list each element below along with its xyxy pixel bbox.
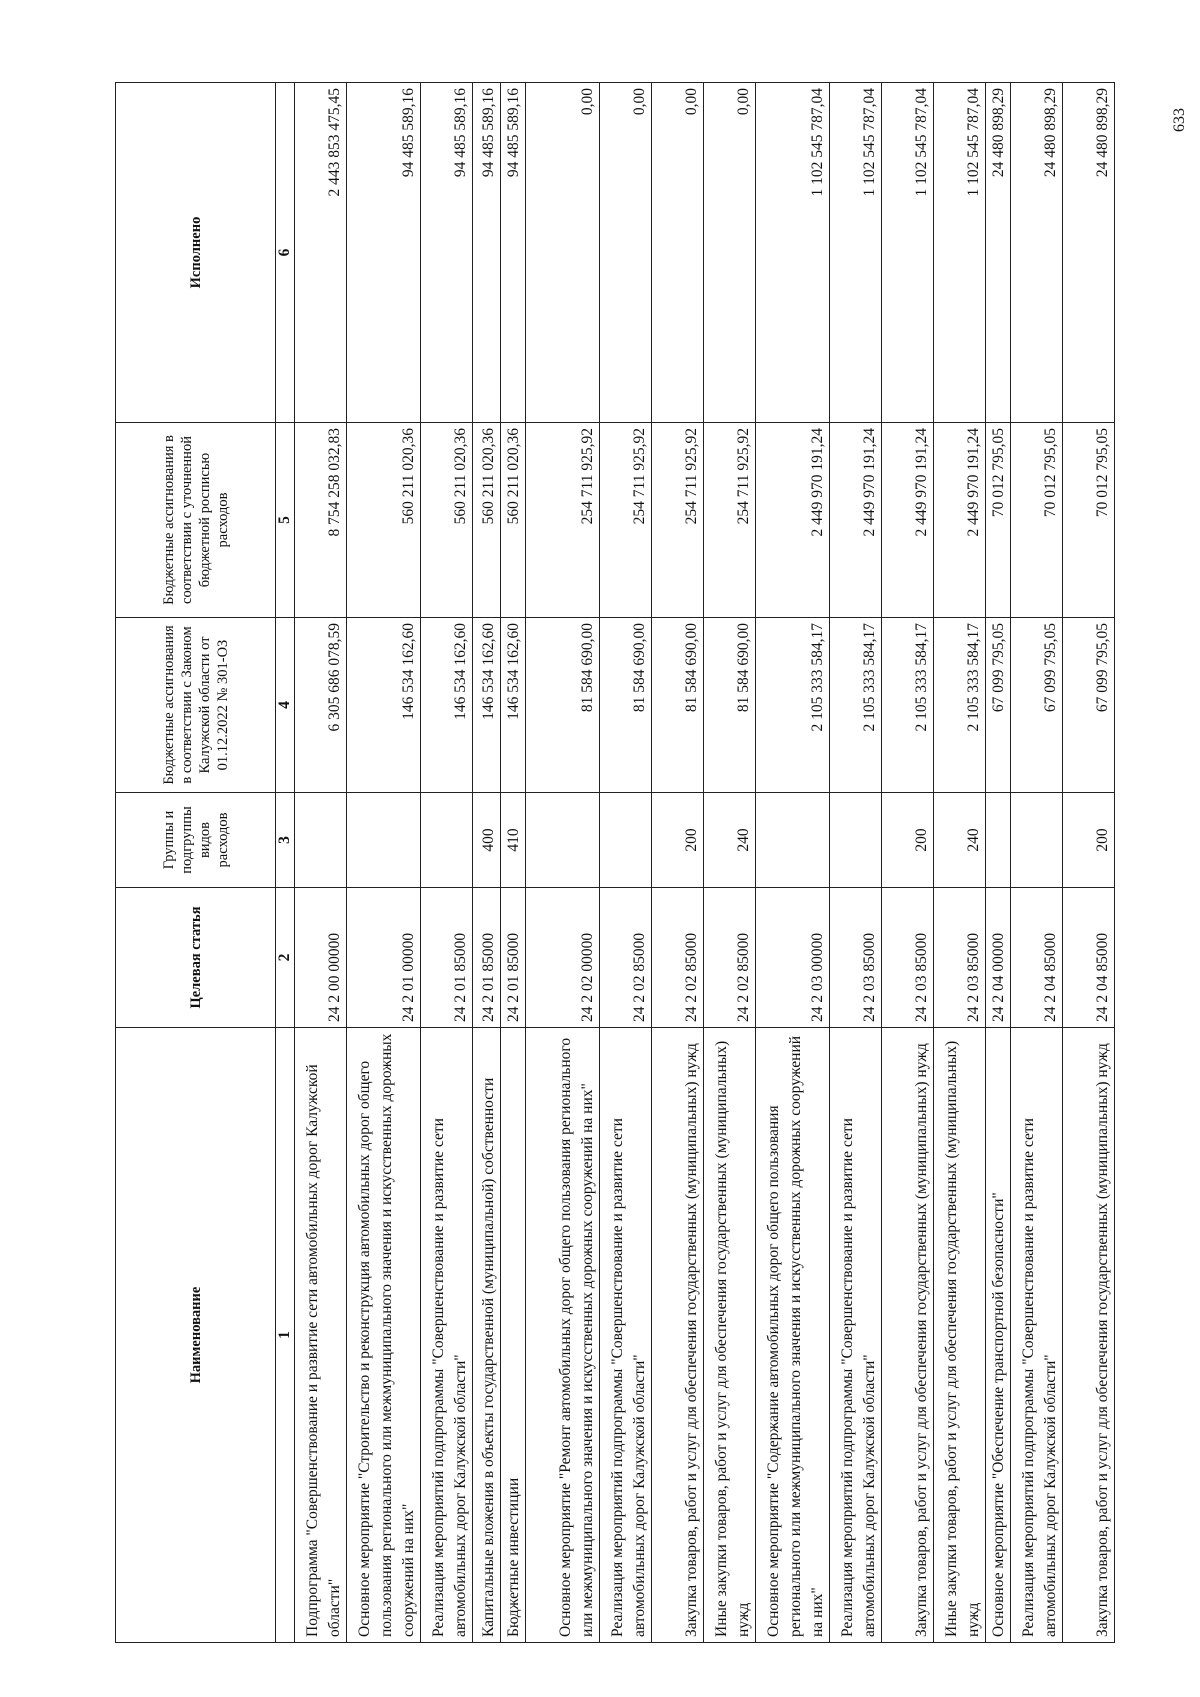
row-name: Бюджетные инвестиции	[501, 1028, 526, 1643]
row-executed-amount: 0,00	[651, 83, 703, 423]
row-name: Закупка товаров, работ и услуг для обеспечения государственных (муниципальных) нужд	[881, 1028, 933, 1643]
row-expense-group: 200	[1062, 793, 1114, 888]
row-refined-amount: 254 711 925,92	[651, 423, 703, 618]
row-law-amount: 6 305 686 078,59	[295, 618, 347, 793]
row-name: Капитальные вложения в объекты государственной (муниципальной) собственности	[472, 1028, 500, 1643]
table-row	[829, 83, 881, 1643]
row-name: Основное мероприятие "Содержание автомобильных дорог общего пользования регионального или межмуниципального значения и искусственных дорожных сооружений на них"	[755, 1028, 829, 1643]
column-number: 1	[276, 1028, 295, 1643]
row-law-amount: 2 105 333 584,17	[829, 618, 881, 793]
row-name: Иные закупки товаров, работ и услуг для обеспечения государственных (муниципальных) нужд	[703, 1028, 755, 1643]
row-target-article: 24 2 04 85000	[1010, 888, 1062, 1028]
table-row	[472, 83, 500, 1643]
row-expense-group	[829, 793, 881, 888]
table-row	[703, 83, 755, 1643]
row-law-amount: 2 105 333 584,17	[881, 618, 933, 793]
row-law-amount: 146 534 162,60	[347, 618, 421, 793]
row-target-article: 24 2 02 85000	[599, 888, 651, 1028]
row-target-article: 24 2 02 00000	[526, 888, 600, 1028]
row-name: Закупка товаров, работ и услуг для обеспечения государственных (муниципальных) нужд	[651, 1028, 703, 1643]
column-number: 4	[276, 618, 295, 793]
row-executed-amount: 0,00	[599, 83, 651, 423]
row-executed-amount: 24 480 898,29	[1062, 83, 1114, 423]
row-law-amount: 146 534 162,60	[472, 618, 500, 793]
row-target-article: 24 2 04 00000	[985, 888, 1010, 1028]
row-law-amount: 2 105 333 584,17	[933, 618, 985, 793]
row-executed-amount: 1 102 545 787,04	[829, 83, 881, 423]
row-refined-amount: 560 211 020,36	[472, 423, 500, 618]
column-number: 2	[276, 888, 295, 1028]
table-row	[599, 83, 651, 1643]
row-name: Реализация мероприятий подпрограммы "Совершенствование и развитие сети автомобильных дорог Калужской области"	[829, 1028, 881, 1643]
table-row	[651, 83, 703, 1643]
row-name: Основное мероприятие "Обеспечение транспортной безопасности"	[985, 1028, 1010, 1643]
page-number: 633	[1171, 108, 1188, 132]
row-refined-amount: 70 012 795,05	[1062, 423, 1114, 618]
column-number: 3	[276, 793, 295, 888]
row-target-article: 24 2 02 85000	[651, 888, 703, 1028]
row-law-amount: 146 534 162,60	[501, 618, 526, 793]
table-row	[347, 83, 421, 1643]
table-row	[420, 83, 472, 1643]
row-refined-amount: 560 211 020,36	[347, 423, 421, 618]
row-law-amount: 146 534 162,60	[420, 618, 472, 793]
row-refined-amount: 8 754 258 032,83	[295, 423, 347, 618]
row-refined-amount: 2 449 970 191,24	[881, 423, 933, 618]
row-executed-amount: 94 485 589,16	[420, 83, 472, 423]
row-expense-group: 400	[472, 793, 500, 888]
row-name: Реализация мероприятий подпрограммы "Совершенствование и развитие сети автомобильных дорог Калужской области"	[599, 1028, 651, 1643]
row-law-amount: 2 105 333 584,17	[755, 618, 829, 793]
table-row	[1062, 83, 1114, 1643]
row-expense-group	[985, 793, 1010, 888]
row-executed-amount: 0,00	[526, 83, 600, 423]
row-executed-amount: 2 443 853 475,45	[295, 83, 347, 423]
table-row	[295, 83, 347, 1643]
table-row	[933, 83, 985, 1643]
row-name: Основное мероприятие "Строительство и реконструкция автомобильных дорог общего пользования регионального или межмуниципального значения и искусственных дорожных сооружений на них"	[347, 1028, 421, 1643]
table-row	[501, 83, 526, 1643]
row-expense-group: 200	[651, 793, 703, 888]
row-executed-amount: 94 485 589,16	[347, 83, 421, 423]
row-law-amount: 67 099 795,05	[1062, 618, 1114, 793]
row-target-article: 24 2 01 85000	[501, 888, 526, 1028]
row-expense-group: 240	[933, 793, 985, 888]
row-executed-amount: 24 480 898,29	[1010, 83, 1062, 423]
row-law-amount: 81 584 690,00	[651, 618, 703, 793]
row-law-amount: 81 584 690,00	[526, 618, 600, 793]
row-target-article: 24 2 02 85000	[703, 888, 755, 1028]
row-name: Реализация мероприятий подпрограммы "Совершенствование и развитие сети автомобильных дорог Калужской области"	[1010, 1028, 1062, 1643]
row-target-article: 24 2 01 85000	[420, 888, 472, 1028]
row-executed-amount: 24 480 898,29	[985, 83, 1010, 423]
header-target-article: Целевая статья	[116, 888, 276, 1028]
row-expense-group	[295, 793, 347, 888]
row-refined-amount: 2 449 970 191,24	[829, 423, 881, 618]
header-law-allocations: Бюджетные ассигнования в соответствии с Законом Калужской области от 01.12.2022 № 301-ОЗ	[116, 618, 276, 793]
row-target-article: 24 2 03 85000	[933, 888, 985, 1028]
header-name: Наименование	[116, 1028, 276, 1643]
header-expense-group: Группы и подгруппы видов расходов	[116, 793, 276, 888]
row-expense-group: 200	[881, 793, 933, 888]
row-refined-amount: 2 449 970 191,24	[755, 423, 829, 618]
row-target-article: 24 2 03 00000	[755, 888, 829, 1028]
row-expense-group	[347, 793, 421, 888]
row-expense-group	[420, 793, 472, 888]
row-name: Иные закупки товаров, работ и услуг для обеспечения государственных (муниципальных) нужд	[933, 1028, 985, 1643]
row-target-article: 24 2 01 00000	[347, 888, 421, 1028]
row-expense-group	[755, 793, 829, 888]
header-refined-allocations: Бюджетные ассигнования в соответствии с уточненной бюджетной росписью расходов	[116, 423, 276, 618]
table-row	[755, 83, 829, 1643]
row-executed-amount: 94 485 589,16	[472, 83, 500, 423]
table-row	[985, 83, 1010, 1643]
row-expense-group	[1010, 793, 1062, 888]
row-refined-amount: 254 711 925,92	[599, 423, 651, 618]
row-executed-amount: 1 102 545 787,04	[933, 83, 985, 423]
row-law-amount: 81 584 690,00	[599, 618, 651, 793]
row-law-amount: 67 099 795,05	[985, 618, 1010, 793]
row-executed-amount: 1 102 545 787,04	[755, 83, 829, 423]
row-name: Подпрограмма "Совершенствование и развитие сети автомобильных дорог Калужской области"	[295, 1028, 347, 1643]
row-refined-amount: 70 012 795,05	[1010, 423, 1062, 618]
header-executed: Исполнено	[116, 83, 276, 423]
row-refined-amount: 2 449 970 191,24	[933, 423, 985, 618]
table-row	[526, 83, 600, 1643]
row-name: Реализация мероприятий подпрограммы "Совершенствование и развитие сети автомобильных дорог Калужской области"	[420, 1028, 472, 1643]
row-expense-group	[526, 793, 600, 888]
row-name: Основное мероприятие "Ремонт автомобильных дорог общего пользования регионального или межмуниципального значения и искусственных дорожных сооружений на них"	[526, 1028, 600, 1643]
budget-table	[115, 82, 1115, 1643]
row-executed-amount: 0,00	[703, 83, 755, 423]
row-executed-amount: 94 485 589,16	[501, 83, 526, 423]
row-refined-amount: 560 211 020,36	[420, 423, 472, 618]
table-row	[1010, 83, 1062, 1643]
row-target-article: 24 2 04 85000	[1062, 888, 1114, 1028]
row-expense-group: 410	[501, 793, 526, 888]
row-refined-amount: 254 711 925,92	[703, 423, 755, 618]
column-number: 5	[276, 423, 295, 618]
column-number-row	[276, 83, 295, 1643]
row-name: Закупка товаров, работ и услуг для обеспечения государственных (муниципальных) нужд	[1062, 1028, 1114, 1643]
row-expense-group	[599, 793, 651, 888]
row-refined-amount: 70 012 795,05	[985, 423, 1010, 618]
row-law-amount: 81 584 690,00	[703, 618, 755, 793]
row-target-article: 24 2 03 85000	[881, 888, 933, 1028]
budget-table-region	[115, 83, 1115, 1643]
row-law-amount: 67 099 795,05	[1010, 618, 1062, 793]
row-target-article: 24 2 01 85000	[472, 888, 500, 1028]
column-number: 6	[276, 83, 295, 423]
row-expense-group: 240	[703, 793, 755, 888]
row-executed-amount: 1 102 545 787,04	[881, 83, 933, 423]
row-target-article: 24 2 03 85000	[829, 888, 881, 1028]
row-refined-amount: 254 711 925,92	[526, 423, 600, 618]
row-target-article: 24 2 00 00000	[295, 888, 347, 1028]
table-row	[881, 83, 933, 1643]
row-refined-amount: 560 211 020,36	[501, 423, 526, 618]
